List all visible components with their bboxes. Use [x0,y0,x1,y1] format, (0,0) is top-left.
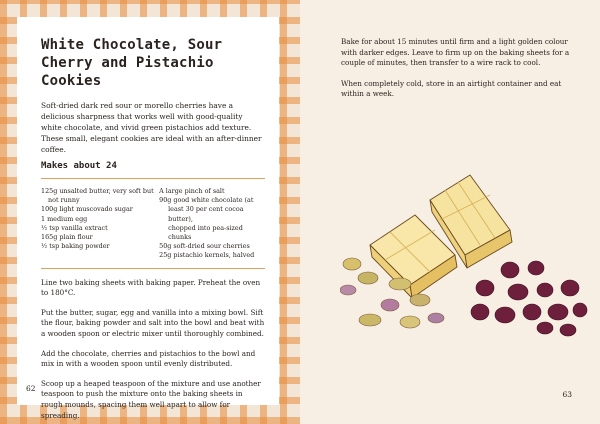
ingredient-item: 1 medium egg [41,214,88,223]
white-chocolate-icon [370,175,512,298]
ingredient-item: 100g light muscovado sugar [41,205,133,214]
recipe-title: White Chocolate, Sour Cherry and Pistachio Cookies [41,37,223,89]
method-continued [341,37,581,110]
divider-bottom [41,268,265,269]
ingredient-item: ½ tsp vanilla extract [41,223,108,232]
ingredient-item: A large pinch of salt [159,187,225,195]
ingredients-list [41,179,265,268]
method-steps [41,278,265,422]
recipe-yield: Makes about 24 [41,161,117,171]
ingredient-item: 25g pistachio kernels, halved [159,251,255,260]
recipe-intro: Soft-dried dark red sour or morello cherries have a delicious sharpness that works well with good-quality white chocolate, and vivid green pistachios add texture. These small, elegant cookies are ideal with an after-dinner coffee. [41,101,262,154]
method-step: Bake for about 15 minutes until firm and a light golden colour with darker edges. Leave to firm up on the baking sheets for a couple of minutes, then transfer to a wire rack to cool. [341,37,570,68]
storage-note: When completely cold, store in an airtight container and eat within a week. [341,78,562,99]
recipe-card [17,17,279,420]
ingredients-illustration [340,160,590,340]
right-page [300,0,600,424]
ingredient-item: 90g good white chocolate (at [159,196,254,205]
ingredients-column-left [41,187,159,261]
method-step: Line two baking sheets with baking paper. Preheat the oven to 180°C. [41,277,261,298]
method-step: Put the butter, sugar, egg and vanilla into a mixing bowl. Sift the flour, baking powder and salt into the bowl and beat with a wooden spoon or electric mixer until thoroughly combined. [41,307,265,338]
cherry-icon [471,261,587,336]
ingredient-item: 165g plain flour [41,233,93,242]
method-step: Scoop up a heaped teaspoon of the mixture and use another teaspoon to push the mixture onto the baking sheets in rough mounds, spacing them well apart to allow for spreading. [41,378,261,420]
ingredients-column-right [159,187,265,261]
ingredient-item: least 30 per cent cocoa butter), [168,205,244,223]
ingredient-item: 50g soft-dried sour cherries [159,242,250,251]
ingredient-item: not runny [48,196,80,205]
page-number-left: 62 [26,384,36,393]
ingredient-item: 125g unsalted butter, very soft but [41,187,154,195]
page-number-right: 63 [562,390,572,399]
ingredient-item: chopped into pea-sized chunks [168,223,243,242]
ingredient-item: ½ tsp baking powder [41,242,110,251]
method-step: Add the chocolate, cherries and pistachios to the bowl and mix in with a wooden spoon until evenly distributed. [41,348,256,369]
